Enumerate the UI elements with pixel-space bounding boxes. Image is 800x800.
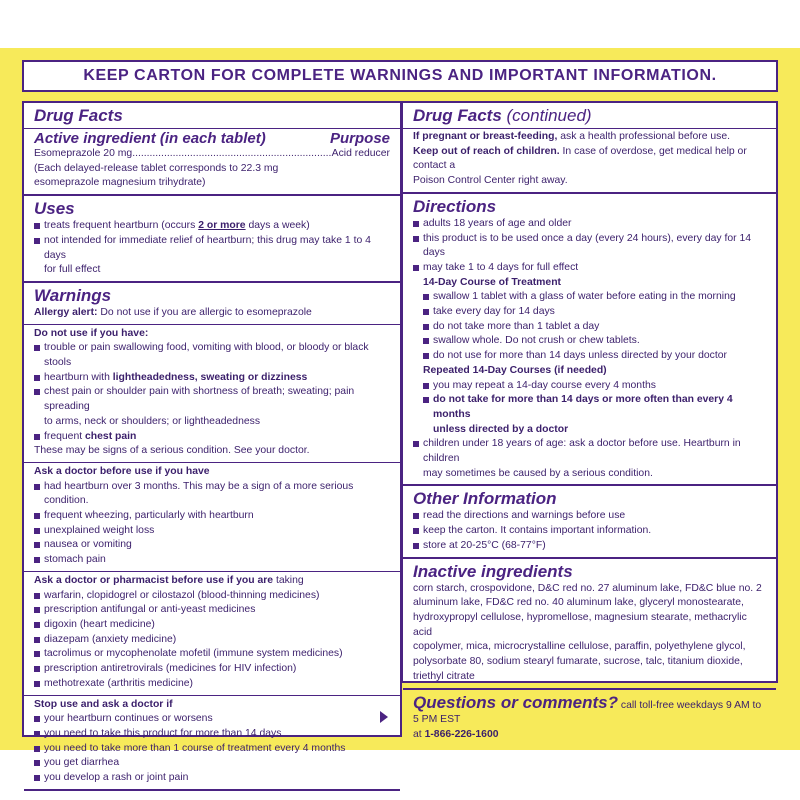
ask-doctor-item: had heartburn over 3 months. This may be a sign of a more serious condition. (34, 480, 390, 509)
continue-arrow-icon (380, 711, 388, 723)
ask-pharmacist-item: prescription antiretrovirals (medicines for HIV infection) (34, 662, 390, 677)
ingredient-name: Esomeprazole 20 mg (34, 148, 133, 159)
course-item: do not take more than 1 tablet a day (423, 320, 766, 335)
ask-doctor-item: unexplained weight loss (34, 524, 390, 539)
do-not-use-item: heartburn with lightheadedness, sweating or dizziness (34, 371, 390, 386)
drug-facts-right-panel (401, 101, 778, 740)
course-item: do not use for more than 14 days unless directed by your doctor (423, 349, 766, 364)
do-not-use-item: frequent chest pain (34, 430, 390, 445)
directions-item: adults 18 years of age and older (413, 217, 766, 232)
ingredient-note-1: (Each delayed-release tablet corresponds to 22.3 mg (34, 162, 279, 174)
warnings-section (24, 283, 400, 791)
do-not-use-item: chest pain or shoulder pain with shortness of breath; sweating; pain spreading to arms, neck or shoulders; or lightheadedness (34, 385, 390, 429)
ask-pharmacist-item: warfarin, clopidogrel or cilostazol (blood-thinning medicines) (34, 589, 390, 604)
keep-carton-banner: KEEP CARTON FOR COMPLETE WARNINGS AND IMPORTANT INFORMATION. (22, 60, 778, 92)
active-ingredient-heading: Active ingredient (in each tablet) (34, 130, 266, 147)
phone-number: 1-866-226-1600 (424, 728, 499, 740)
warnings-title: Warnings (34, 285, 112, 305)
inactive-ingredients-line: triethyl citrate (413, 670, 475, 682)
other-info-item: store at 20-25°C (68-77°F) (413, 539, 766, 554)
other-information-title: Other Information (413, 489, 557, 509)
ask-pharmacist-item: prescription antifungal or anti-yeast medicines (34, 603, 390, 618)
repeat-item: you may repeat a 14-day course every 4 months (423, 379, 766, 394)
drug-facts-continued-title: Drug Facts (continued) (413, 106, 592, 125)
do-not-use-item: trouble or pain swallowing food, vomiting with blood, or bloody or black stools (34, 341, 390, 370)
stop-use-item: your heartburn continues or worsens (34, 712, 390, 727)
ingredient-row (34, 147, 390, 162)
uses-item: treats frequent heartburn (occurs 2 or more days a week) (34, 219, 390, 234)
allergy-alert: Allergy alert: Do not use if you are allergic to esomeprazole (34, 306, 312, 318)
questions-phone-line: at 1-866-226-1600 (413, 728, 499, 740)
other-info-item: keep the carton. It contains important information. (413, 524, 766, 539)
inactive-ingredients-line: copolymer, mica, microcrystalline cellulose, paraffin, polyethylene glycol, (413, 641, 746, 653)
ingredient-purpose: Acid reducer (331, 148, 390, 159)
questions-line: Questions or comments? call toll-free weekdays 9 AM to 5 PM EST (413, 692, 762, 726)
ask-pharmacist-block (24, 571, 400, 692)
children-item: children under 18 years of age: ask a doctor before use. Heartburn in children may sometimes be caused by a serious condition. (413, 437, 766, 481)
course-item: swallow whole. Do not crush or chew tablets. (423, 334, 766, 349)
active-ingredient-section (24, 103, 400, 196)
inactive-ingredients-title: Inactive ingredients (413, 561, 573, 581)
inactive-ingredients-line: hydroxypropyl cellulose, hypromellose, magnesium stearate, methacrylic acid (413, 611, 747, 638)
ask-pharmacist-item: diazepam (anxiety medicine) (34, 633, 390, 648)
inactive-ingredients-line: aluminum lake, FD&C red no. 40 aluminum lake, glyceryl monostearate, (413, 597, 744, 609)
ask-pharmacist-item: methotrexate (arthritis medicine) (34, 677, 390, 692)
directions-title: Directions (413, 196, 497, 216)
inactive-ingredients-line: corn starch, crospovidone, D&C red no. 27 aluminum lake, FD&C blue no. 2 (413, 582, 762, 594)
ask-pharmacist-item: digoxin (heart medicine) (34, 618, 390, 633)
course-item: swallow 1 tablet with a glass of water before eating in the morning (423, 290, 766, 305)
ask-doctor-item: nausea or vomiting (34, 538, 390, 553)
drug-facts-title: Drug Facts (34, 106, 123, 125)
course-item: take every day for 14 days (423, 305, 766, 320)
uses-title: Uses (34, 199, 75, 219)
uses-item: not intended for immediate relief of heartburn; this drug may take 1 to 4 days for full effect (34, 234, 390, 278)
continued-section (403, 103, 776, 194)
stop-use-heading: Stop use and ask a doctor if (34, 698, 173, 710)
ask-doctor-item: stomach pain (34, 553, 390, 568)
keep-out-of-reach: Keep out of reach of children. In case of overdose, get medical help or contact a Poison Control Center right away. (413, 145, 747, 187)
drug-facts-left-panel (22, 101, 402, 784)
directions-item: may take 1 to 4 days for full effect (413, 261, 766, 276)
ingredient-note-2: esomeprazole magnesium trihydrate) (34, 177, 206, 189)
repeat-heading: Repeated 14-Day Courses (if needed) (423, 364, 607, 376)
ask-doctor-item: frequent wheezing, particularly with heartburn (34, 509, 390, 524)
other-information-section (403, 486, 776, 558)
repeat-item: do not take for more than 14 days or more often than every 4 months unless directed by a doctor (423, 393, 766, 437)
stop-use-item: you need to take this product for more than 14 days (34, 727, 390, 742)
questions-title: Questions or comments? (413, 692, 618, 712)
stop-use-item: you develop a rash or joint pain (34, 771, 390, 786)
leader-dots (132, 147, 331, 162)
do-not-use-note: These may be signs of a serious condition. See your doctor. (34, 445, 310, 457)
other-info-item: read the directions and warnings before use (413, 509, 766, 524)
ask-pharmacist-heading: Ask a doctor or pharmacist before use if you are taking (34, 574, 304, 586)
ask-pharmacist-item: tacrolimus or mycophenolate mofetil (immune system medicines) (34, 647, 390, 662)
stop-use-item: you need to take more than 1 course of treatment every 4 months (34, 742, 390, 757)
ask-doctor-block (24, 462, 400, 568)
stop-use-item: you get diarrhea (34, 756, 390, 771)
stop-use-block (24, 695, 400, 786)
do-not-use-heading: Do not use if you have: (34, 327, 149, 339)
questions-section (403, 690, 776, 746)
uses-section (24, 196, 400, 283)
do-not-use-block (24, 324, 400, 459)
pregnancy-warning: If pregnant or breast-feeding, ask a health professional before use. (403, 128, 776, 145)
directions-section (403, 194, 776, 487)
ask-doctor-heading: Ask a doctor before use if you have (34, 465, 210, 477)
directions-item: this product is to be used once a day (every 24 hours), every day for 14 days (413, 232, 766, 261)
purpose-heading: Purpose (329, 130, 390, 147)
inactive-ingredients-section (403, 559, 776, 690)
active-ingredient-header (24, 128, 400, 147)
course-heading: 14-Day Course of Treatment (423, 276, 562, 288)
inactive-ingredients-line: polysorbate 80, sodium stearyl fumarate, sucrose, talc, titanium dioxide, (413, 656, 743, 668)
